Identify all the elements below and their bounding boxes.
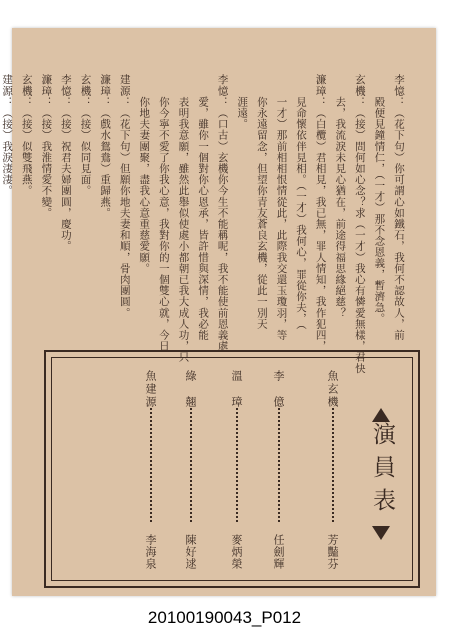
cast-role: 魚建源 xyxy=(144,370,157,409)
script-line: 李憶：（花下句）你可謂心如鐵石，我何不認故人，前 xyxy=(393,74,405,341)
page-caption: 20100190043_P012 xyxy=(147,608,302,627)
dotted-leader xyxy=(278,408,280,522)
script-line: 一才）那前相相恨情從此，此際我交還玉瓊羽，等 xyxy=(275,74,288,341)
cast-actor: 芳豔芬 xyxy=(326,534,339,570)
cast-list-title: 演員表 xyxy=(369,422,395,521)
script-line: 濂璋：（戲水鴛鴦）重歸燕。 xyxy=(99,74,112,219)
script-line: 去，我流淚未見心猶在，前途得福思緣絕慈？ xyxy=(334,74,347,319)
script-line: 建源：（花下句）但願你地夫妻和順，骨肉團圓。 xyxy=(118,74,131,319)
cast-list-box xyxy=(44,350,420,588)
cast-role: 溫 璋 xyxy=(230,370,243,409)
script-line: 玄機：（接）似雙飛燕。 xyxy=(20,74,33,197)
cast-actor: 李海泉 xyxy=(144,534,157,570)
cast-member xyxy=(322,370,344,570)
script-text xyxy=(1,74,408,374)
cast-actor: 陳好逑 xyxy=(184,534,197,570)
script-line: 殿便見鐘情仁，（一才）那不念恩義，暫濟急。 xyxy=(373,74,386,325)
cast-member xyxy=(140,370,162,570)
script-line: 涯遠。 xyxy=(236,74,249,130)
dotted-leader xyxy=(190,408,192,522)
script-line: 你地夫妻團聚，盡我心意重慈愛願。 xyxy=(138,74,151,274)
script-line: 表明我意願，雖然此舉似使處小都朝已我大成人功，只 xyxy=(177,74,190,363)
cast-member xyxy=(268,370,290,570)
cast-role: 李 億 xyxy=(272,370,285,409)
cast-actor: 任劍輝 xyxy=(272,534,285,570)
program-page xyxy=(1,28,436,596)
cast-actor: 麥炳榮 xyxy=(230,534,243,570)
triangle-up-icon xyxy=(372,408,390,422)
dotted-leader xyxy=(332,408,334,522)
script-line: 建源：（接）我淚淒淒。 xyxy=(1,74,14,197)
cast-role: 綠 翹 xyxy=(184,370,197,409)
script-line: 玄機：（接）問何如心念？求（一才）我心有憐愛無樣，君快 xyxy=(353,74,366,374)
script-line: 濂璋：（白欖）君相見，我已無，罪人情知，我作犯四， xyxy=(314,74,327,352)
cast-member xyxy=(180,370,202,570)
script-line: 李憶：（接）祝君夫婦團圓，慶功。 xyxy=(59,74,72,252)
script-line: 愛，雖你一個對你心恩承，皆許惜與深情，我必能 xyxy=(197,74,210,341)
script-line: 李憶：（口古）玄機你今生不能稱呢，我不能使前恩義處 xyxy=(216,74,229,352)
dotted-leader xyxy=(236,408,238,522)
cast-member xyxy=(226,370,248,570)
script-line: 玄機：（接）似同見面。 xyxy=(79,74,92,197)
script-line: 你永遠留念，但望你青友蒼良玄機，從此一別天 xyxy=(255,74,268,330)
script-line: 見命懷依伴見相。（一才）我何心，罪從你夫，（ xyxy=(295,74,308,330)
script-line: 你今寧不愛了你我心意，我對你的一個雙心就，今日 xyxy=(157,74,170,352)
dotted-leader xyxy=(150,408,152,522)
script-line: 濂璋：（接）我淮情愛不變。 xyxy=(40,74,53,219)
triangle-down-icon xyxy=(372,526,390,540)
cast-role: 魚玄機 xyxy=(326,370,339,409)
